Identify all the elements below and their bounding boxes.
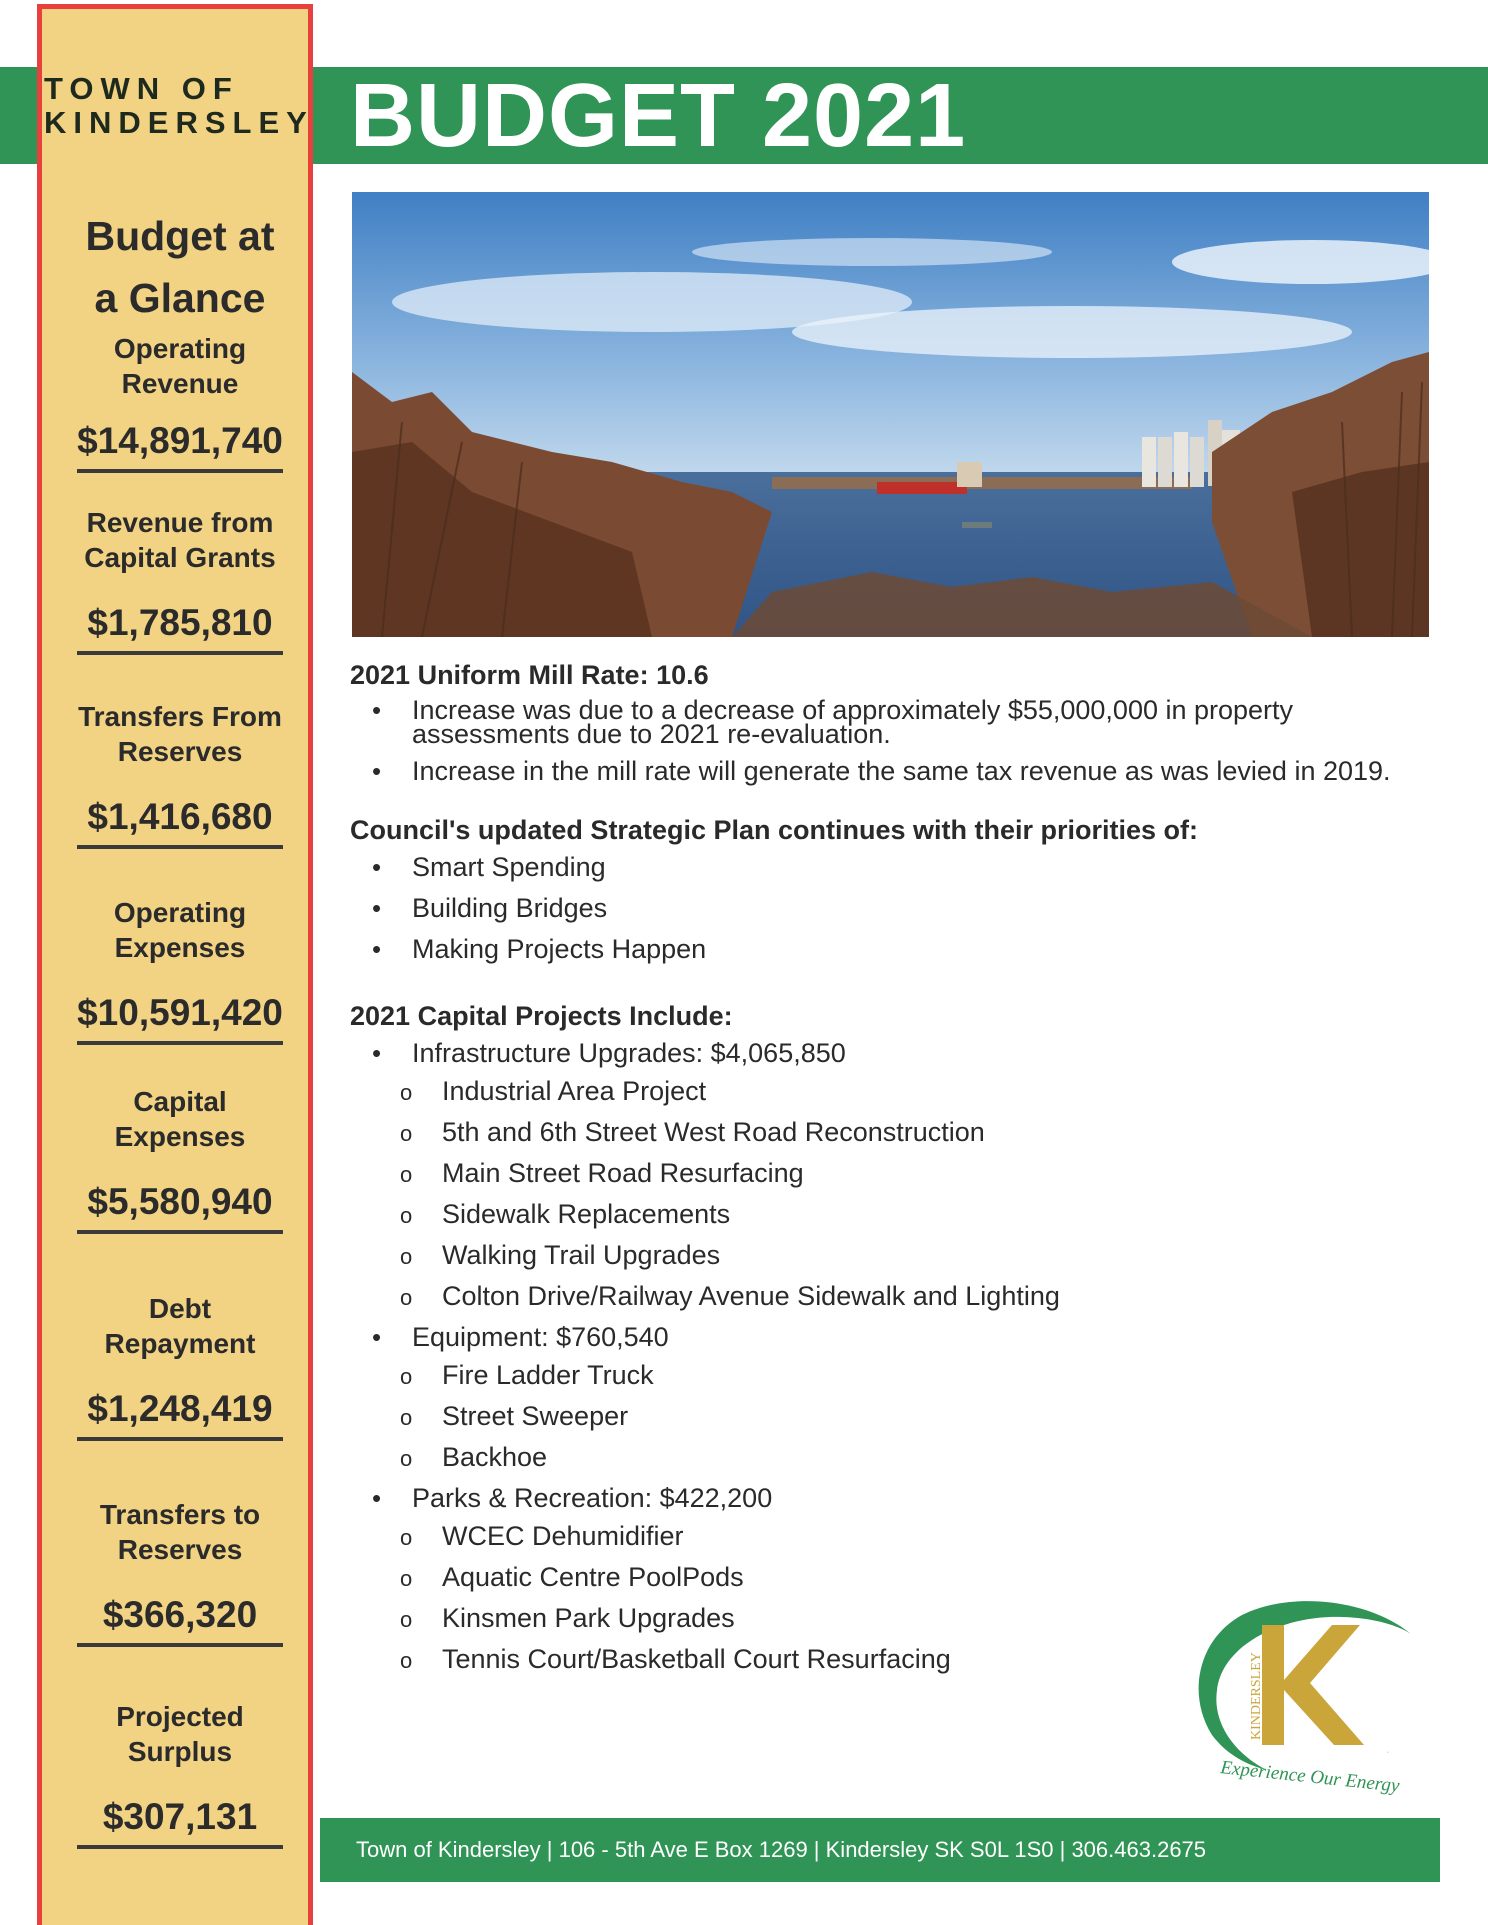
- stat-transfers-to-reserves: [42, 1497, 318, 1647]
- logo-tagline: Experience Our Energy: [1219, 1757, 1401, 1795]
- stat-value: $307,131: [102, 1796, 258, 1837]
- stat-value: $14,891,740: [77, 420, 283, 461]
- list-item: [350, 1039, 1430, 1310]
- project-group-label: Infrastructure Upgrades: $4,065,850: [412, 1038, 846, 1068]
- sub-list-item: o Street Sweeper: [350, 1402, 1430, 1430]
- sub-list-item: o Aquatic Centre PoolPods: [350, 1563, 1430, 1591]
- stat-label: Transfers to Reserves: [99, 1499, 261, 1565]
- sub-list-item: o Colton Drive/Railway Avenue Sidewalk and Lighting: [350, 1282, 1430, 1310]
- stat-value: $5,580,940: [87, 1181, 273, 1222]
- logo-letter: K: [1387, 1752, 1389, 1754]
- stat-capital-expenses: [42, 1084, 318, 1234]
- sub-list-item: o Fire Ladder Truck: [350, 1361, 1430, 1389]
- kindersley-logo: [1182, 1585, 1422, 1795]
- stat-divider: [77, 845, 283, 849]
- sidebar-title-line2: a Glance: [94, 275, 266, 321]
- stat-label: Revenue from Capital Grants: [84, 507, 276, 573]
- stat-divider: [77, 469, 283, 473]
- list-item: • Building Bridges: [350, 894, 1430, 922]
- footer-contact: Town of Kindersley | 106 - 5th Ave E Box 1269 | Kindersley SK S0L 1S0 | 306.463.2675: [356, 1837, 1207, 1862]
- list-item: • Smart Spending: [350, 853, 1430, 881]
- stat-divider: [77, 1437, 283, 1441]
- sub-list-item: o Tennis Court/Basketball Court Resurfacing: [350, 1645, 1430, 1673]
- stat-divider: [77, 651, 283, 655]
- list-item: • Making Projects Happen: [350, 935, 1430, 963]
- sub-list-item: o Walking Trail Upgrades: [350, 1241, 1430, 1269]
- capital-projects-list: [350, 1039, 1430, 1673]
- stat-value: $366,320: [102, 1594, 258, 1635]
- list-item: [350, 1323, 1430, 1471]
- main-content: [350, 658, 1430, 1686]
- stat-divider: [77, 1230, 283, 1234]
- strategic-plan-heading: Council's updated Strategic Plan continues with their priorities of:: [350, 815, 1199, 845]
- sub-list-item: o WCEC Dehumidifier: [350, 1522, 1430, 1550]
- capital-projects-heading: 2021 Capital Projects Include:: [350, 1001, 733, 1031]
- mill-rate-heading: 2021 Uniform Mill Rate: 10.6: [350, 660, 709, 690]
- stat-operating-expenses: [42, 895, 318, 1045]
- sidebar-title-line1: Budget at: [85, 213, 275, 259]
- stat-operating-revenue: [42, 331, 318, 473]
- strategic-plan-list: [350, 853, 1430, 963]
- sub-list: [350, 1077, 1430, 1310]
- project-group-label: Parks & Recreation: $422,200: [412, 1483, 773, 1513]
- stat-divider: [77, 1845, 283, 1849]
- stat-projected-surplus: [42, 1699, 318, 1849]
- town-name: [44, 72, 344, 140]
- list-item: • Increase was due to a decrease of approximately $55,000,000 in property assessments due to 2021 re-evaluation.: [350, 698, 1430, 746]
- town-name-line1: TOWN OF: [44, 71, 239, 106]
- stat-label: Transfers From Reserves: [78, 701, 282, 767]
- stat-transfers-from-reserves: [42, 699, 318, 849]
- stat-label: Debt Repayment: [104, 1293, 256, 1359]
- stat-label: Operating Revenue: [113, 333, 247, 399]
- sub-list: [350, 1361, 1430, 1471]
- list-item: • Increase in the mill rate will generate the same tax revenue as was levied in 2019.: [350, 759, 1430, 783]
- footer-bar: [320, 1818, 1440, 1882]
- mill-rate-list: [350, 695, 1430, 786]
- sub-list-item: o Backhoe: [350, 1443, 1430, 1471]
- stat-label: Operating Expenses: [113, 897, 247, 963]
- sub-list-item: o Sidewalk Replacements: [350, 1200, 1430, 1228]
- sub-list-item: o Main Street Road Resurfacing: [350, 1159, 1430, 1187]
- logo-vertical-text: KINDERSLEY: [1249, 1652, 1264, 1740]
- stat-value: $1,248,419: [87, 1388, 273, 1429]
- stat-value: $1,416,680: [87, 796, 273, 837]
- stat-label: Capital Expenses: [114, 1086, 246, 1152]
- budget-at-a-glance-sidebar: [37, 4, 313, 1925]
- sub-list-item: o Kinsmen Park Upgrades: [350, 1604, 1430, 1632]
- project-group-label: Equipment: $760,540: [412, 1322, 669, 1352]
- sub-list-item: o Industrial Area Project: [350, 1077, 1430, 1105]
- town-name-line2: KINDERSLEY: [44, 105, 314, 140]
- page-title: BUDGET 2021: [350, 66, 967, 166]
- stat-debt-repayment: [42, 1291, 318, 1441]
- sidebar-title: [42, 205, 318, 329]
- stat-divider: [77, 1041, 283, 1045]
- stat-divider: [77, 1643, 283, 1647]
- stat-value: $1,785,810: [87, 602, 273, 643]
- sub-list-item: o 5th and 6th Street West Road Reconstruction: [350, 1118, 1430, 1146]
- stat-label: Projected Surplus: [116, 1701, 244, 1767]
- stat-value: $10,591,420: [77, 992, 283, 1033]
- stat-revenue-capital-grants: [42, 505, 318, 655]
- river-landscape-photo: [352, 192, 1429, 637]
